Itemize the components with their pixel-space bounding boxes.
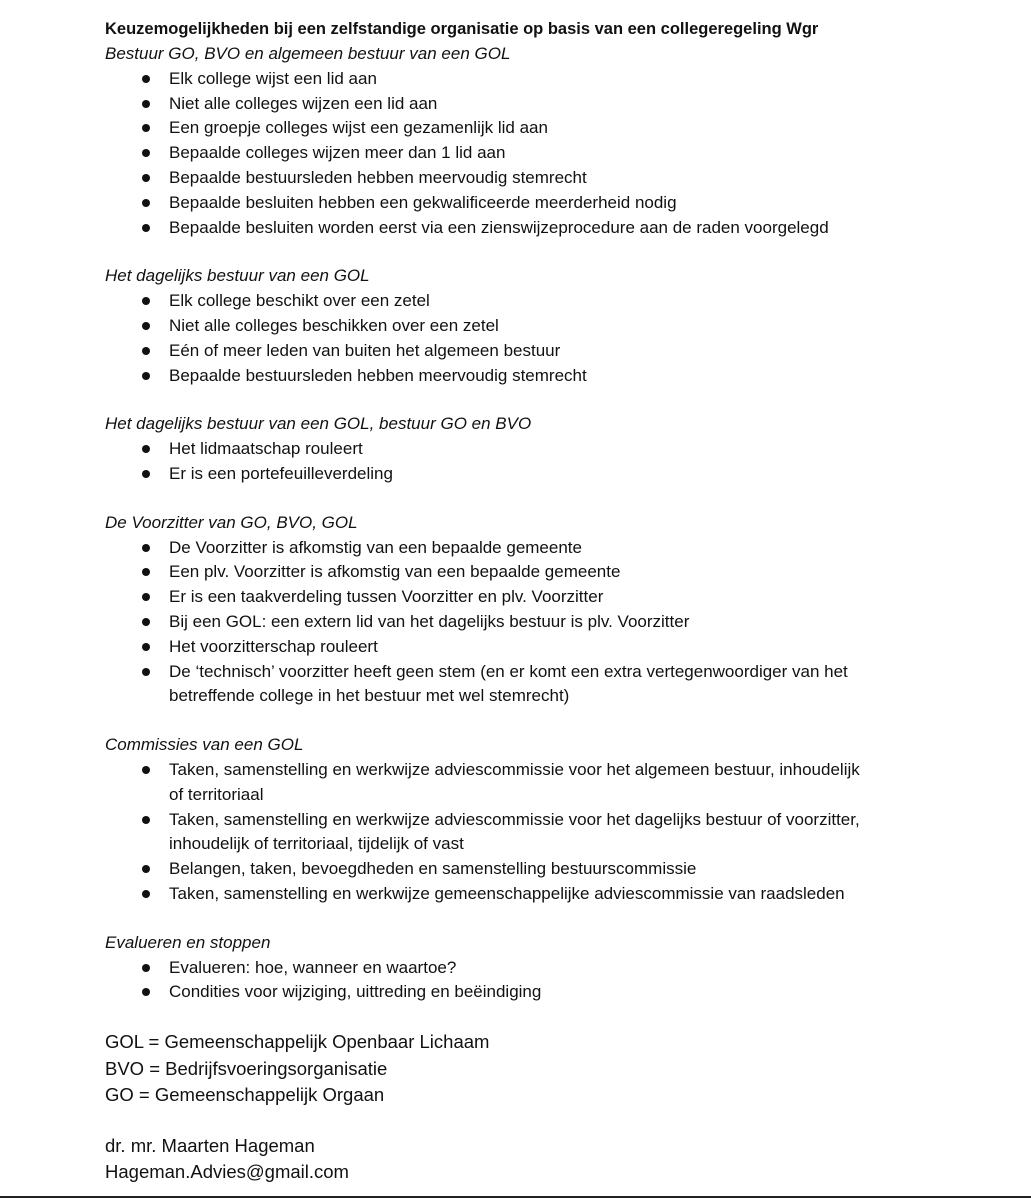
bullet-icon [142,322,150,330]
bullet-list [105,437,1005,487]
bullet-icon [142,964,150,972]
list-item: Het lidmaatschap rouleert [105,437,1005,462]
section-heading: Het dagelijks bestuur van een GOL, bestuur GO en BVO [105,414,532,434]
author-block [105,1133,1005,1186]
list-item: Het voorzitterschap rouleert [105,635,1005,660]
section-dagelijks-bestuur-go-bvo [105,412,1005,486]
document-title: Keuzemogelijkheden bij een zelfstandige organisatie op basis van een collegeregeling Wgr [105,20,819,38]
section-heading: Bestuur GO, BVO en algemeen bestuur van een GOL [105,44,511,63]
list-item: Een plv. Voorzitter is afkomstig van een bepaalde gemeente [105,560,1005,585]
list-item: Een groepje colleges wijst een gezamenlijk lid aan [105,116,1005,141]
list-item: Bepaalde bestuursleden hebben meervoudig stemrecht [105,364,1005,389]
bullet-icon [142,593,150,601]
bullet-icon [142,668,150,676]
section-heading: De Voorzitter van GO, BVO, GOL [105,512,358,532]
section-heading: Commissies van een GOL [105,735,304,755]
bullet-icon [142,124,150,132]
section-commissies [105,733,1005,907]
bullet-icon [142,568,150,576]
list-item: Belangen, taken, bevoegdheden en samenstelling bestuurscommissie [105,857,1005,882]
bullet-icon [142,643,150,651]
list-item: Niet alle colleges beschikken over een zetel [105,314,1005,339]
abbreviation-legend [105,1029,1005,1109]
bullet-icon [142,297,150,305]
bullet-icon [142,199,150,207]
list-item: Niet alle colleges wijzen een lid aan [105,92,1005,117]
list-item: Taken, samenstelling en werkwijze gemeenschappelijke adviescommissie van raadsleden [105,882,1005,907]
list-item: Taken, samenstelling en werkwijze adviescommissie voor het dagelijks bestuur of voorzitter, inhoudelijk of territoriaal, tijdelijk of vast [105,808,1005,858]
bullet-icon [142,865,150,873]
author-email: Hageman.Advies@gmail.com [105,1161,349,1183]
bullet-icon [142,544,150,552]
list-item: Taken, samenstelling en werkwijze adviescommissie voor het algemeen bestuur, inhoudelijk of territoriaal [105,758,1005,808]
bullet-list [105,536,1005,710]
bullet-icon [142,149,150,157]
section-heading: Evalueren en stoppen [105,932,271,952]
bullet-list [105,289,1005,388]
list-item: Bepaalde besluiten worden eerst via een zienswijzeprocedure aan de raden voorgelegd [105,216,1005,241]
bullet-icon [142,75,150,83]
list-item: De ‘technisch’ voorzitter heeft geen stem (en er komt een extra vertegenwoordiger van het betreffende college in het bestuur met wel stemrecht) [105,660,1005,710]
bottom-rule [0,1196,1031,1198]
abbreviation-gol: GOL = Gemeenschappelijk Openbaar Lichaam [105,1031,490,1053]
bullet-list [105,67,1005,241]
section-voorzitter [105,511,1005,709]
section-evalueren [105,931,1005,1005]
list-item: Eén of meer leden van buiten het algemeen bestuur [105,339,1005,364]
bullet-icon [142,174,150,182]
list-item: Er is een portefeuilleverdeling [105,462,1005,487]
section-dagelijks-bestuur-gol [105,264,1005,388]
bullet-icon [142,347,150,355]
list-item: Evalueren: hoe, wanneer en waartoe? [105,956,1005,981]
bullet-icon [142,372,150,380]
bullet-icon [142,988,150,996]
list-item: Bepaalde colleges wijzen meer dan 1 lid aan [105,141,1005,166]
list-item: Bij een GOL: een extern lid van het dagelijks bestuur is plv. Voorzitter [105,610,1005,635]
abbreviation-bvo: BVO = Bedrijfsvoeringsorganisatie [105,1057,388,1079]
section-bestuur-go-bvo [105,42,1005,240]
list-item: Elk college wijst een lid aan [105,67,1005,92]
bullet-list [105,758,1005,907]
list-item: Bepaalde besluiten hebben een gekwalificeerde meerderheid nodig [105,191,1005,216]
list-item: Condities voor wijziging, uittreding en beëindiging [105,980,1005,1005]
abbreviation-go: GO = Gemeenschappelijk Orgaan [105,1084,385,1106]
bullet-icon [142,470,150,478]
section-heading: Het dagelijks bestuur van een GOL [105,266,370,286]
bullet-icon [142,816,150,824]
bullet-icon [142,224,150,232]
bullet-icon [142,100,150,108]
bullet-icon [142,618,150,626]
bullet-list [105,956,1005,1006]
list-item: Bepaalde bestuursleden hebben meervoudig stemrecht [105,166,1005,191]
bullet-icon [142,445,150,453]
author-name: dr. mr. Maarten Hageman [105,1134,315,1156]
list-item: Elk college beschikt over een zetel [105,289,1005,314]
bullet-icon [142,766,150,774]
document-page [105,16,1005,1186]
list-item: Er is een taakverdeling tussen Voorzitter en plv. Voorzitter [105,585,1005,610]
bullet-icon [142,890,150,898]
list-item: De Voorzitter is afkomstig van een bepaalde gemeente [105,536,1005,561]
